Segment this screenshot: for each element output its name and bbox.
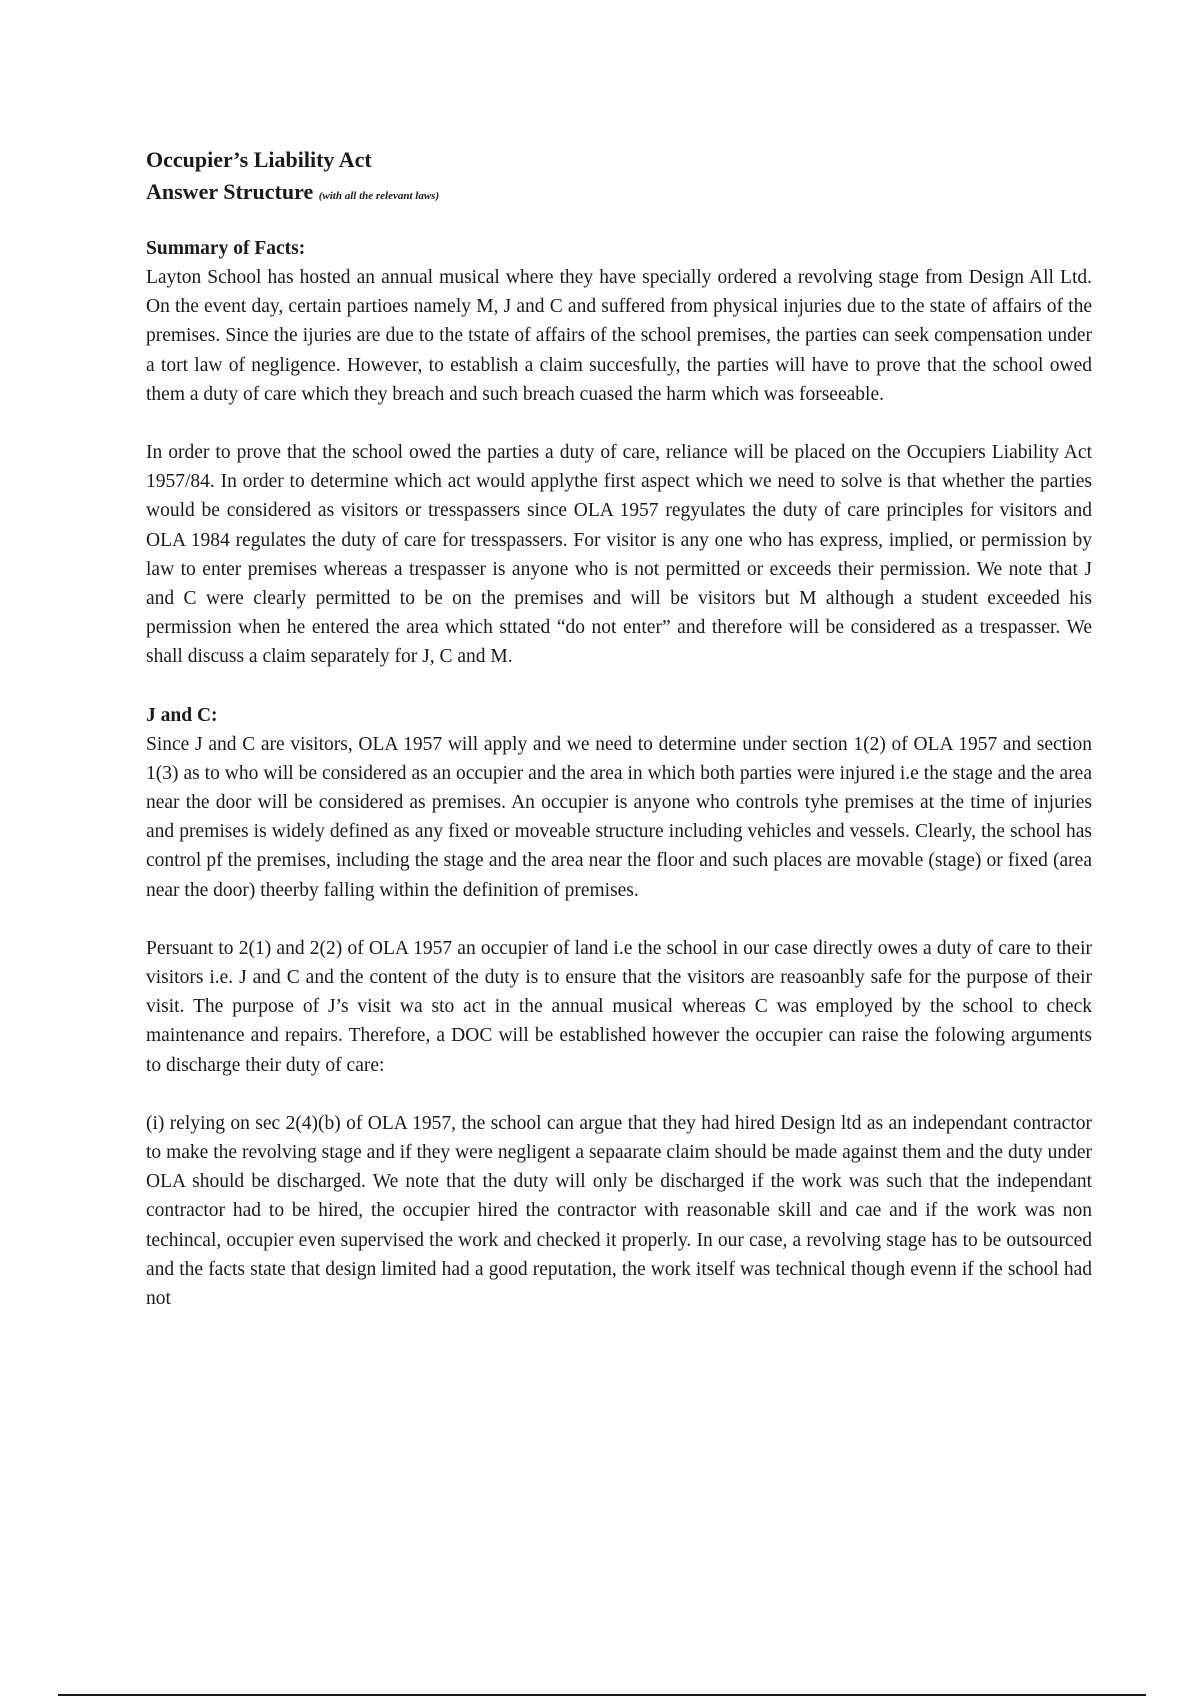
document-page — [146, 144, 1092, 1313]
subtitle-note: (with all the relevant laws) — [318, 190, 440, 202]
paragraph-independent-contractor: (i) relying on sec 2(4)(b) of OLA 1957, the school can argue that they had hired Design ltd as an independant contractor to make the revolving stage and if they were negligent a sepaarate claim should be made against them and the duty under OLA should be discharged. We note that the duty will only be discharged if the work was such that the independant contractor had to be hired, the occupier hired the contractor with reasonable skill and cae and if the work was non techincal, occupier even supervised the work and checked it properly. In our case, a revolving stage has to be outsourced and the facts state that design limited had a good reputation, the work itself was technical though evenn if the school had not — [146, 1112, 1092, 1310]
document-title: Occupier’s Liability Act — [146, 147, 372, 172]
section-heading-j-and-c: J and C: — [146, 704, 218, 726]
paragraph-ola-duty: Persuant to 2(1) and 2(2) of OLA 1957 an occupier of land i.e the school in our case directly owes a duty of care to their visitors i.e. J and C and the content of the duty is to ensure that the visitors are reasoanbly safe for the purpose of their visit. The purpose of J’s visit wa sto act in the annual musical whereas C was employed by the school to check maintenance and repairs. Therefore, a DOC will be established however the occupier can raise the folowing arguments to discharge their duty of care: — [146, 937, 1092, 1076]
paragraph-summary-facts: Layton School has hosted an annual musical where they have specially ordered a revolving stage from Design All Ltd. On the event day, certain partioes namely M, J and C and suffered from physical injuries due to the state of affairs of the premises. Since the ijuries are due to the tstate of affairs of the school premises, the parties can seek compensation under a tort law of negligence. However, to establish a claim succesfully, the parties will have to prove that the school owed them a duty of care which they breach and such breach cuased the harm which was forseeable. — [146, 267, 1092, 405]
page-bottom-rule — [58, 1694, 1146, 1696]
document-subtitle — [146, 176, 1092, 212]
subtitle-text: Answer Structure — [146, 179, 314, 204]
paragraph-occupier-premises: Since J and C are visitors, OLA 1957 will apply and we need to determine under section 1(2) of OLA 1957 and section 1(3) as to who will be considered as an occupier and the area in which both parties were injured i.e the stage and the area near the door will be considered as premises. An occupier is anyone who controls tyhe premises at the time of injuries and premises is widely defined as any fixed or moveable structure including vehicles and vessels. Clearly, the school has control pf the premises, including the stage and the area near the floor and such places are movable (stage) or fixed (area near the door) theerby falling within the definition of premises. — [146, 733, 1092, 901]
section-heading-summary: Summary of Facts: — [146, 238, 306, 259]
paragraph-duty-of-care: In order to prove that the school owed the parties a duty of care, reliance will be placed on the Occupiers Liability Act 1957/84. In order to determine which act would applythe first aspect which we need to solve is that whether the parties would be considered as visitors or tresspassers since OLA 1957 regyulates the duty of care principles for visitors and OLA 1984 regulates the duty of care for tresspassers. For visitor is any one who has express, implied, or permission by law to enter premises whereas a trespasser is anyone who is not permitted or exceeds their permission. We note that J and C were clearly permitted to be on the premises and will be visitors but M although a student exceeded his permission when he entered the area which sttated “do not enter” and therefore will be considered as a trespasser. We shall discuss a claim separately for J, C and M. — [146, 442, 1092, 668]
